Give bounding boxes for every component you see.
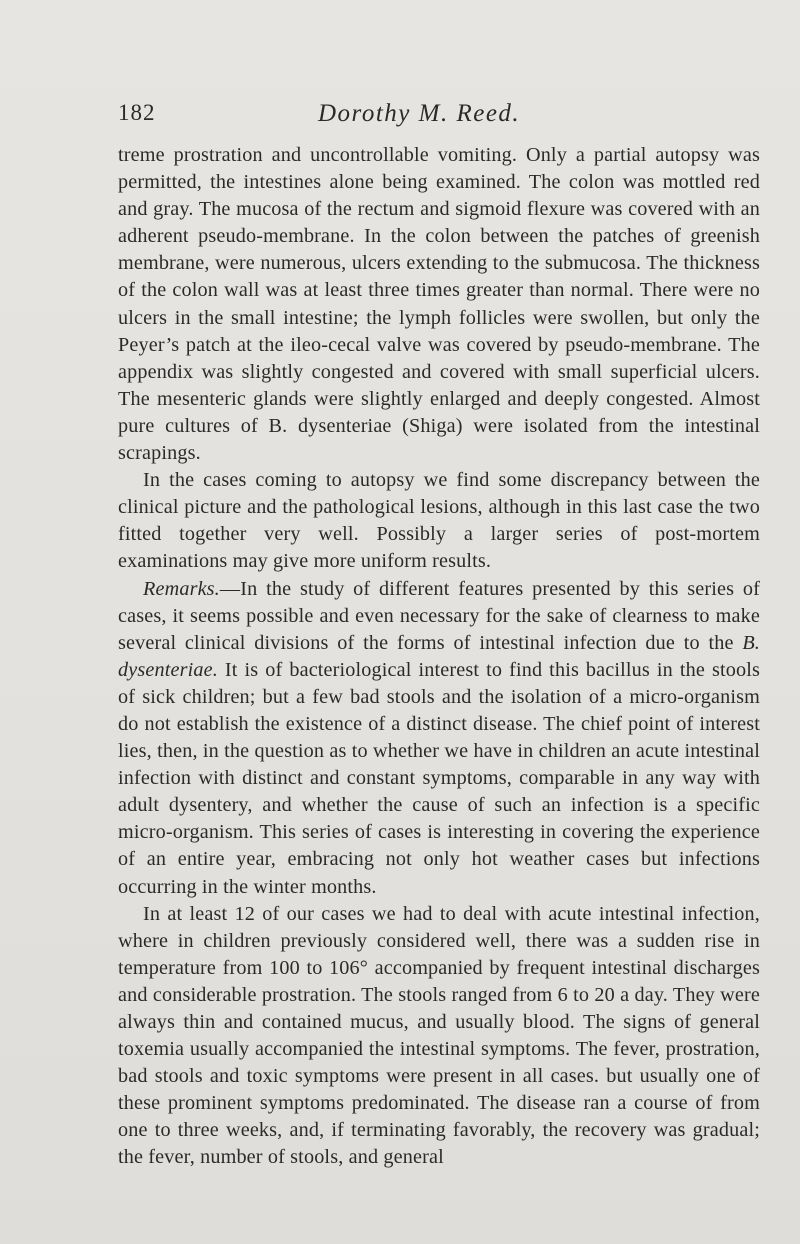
paragraph-autopsy-discrepancy: In the cases coming to autopsy we find some discrepancy between the clinical picture and the pathological lesions, although in this last case the two fitted together very well. Possibly a larger series of post-mortem examinations may give more uniform results. [118,469,760,573]
remarks-organism-name: B. dysenteriae. [118,631,760,681]
remarks-text-after: It is of bacteriological interest to find this bacillus in the stools of sick children; but a few bad stools and the isolation of a micro-organism do not establish the existence of a distinct disease. The chief point of interest lies, then, in the question as to whether we have in children an acute intestinal infection with distinct and constant symptoms, comparable in any way with adult dysentery, and whether the cause of such an infection is a specific micro-organism. This series of cases is interesting in covering the experience of an entire year, embracing not only hot weather cases but infections occurring in the winter months. [118,658,760,898]
running-title: Dorothy M. Reed. [318,100,521,127]
paragraph-autopsy-findings: treme prostration and uncontrollable vomiting. Only a partial autopsy was permitted, the intestines alone being examined. The colon was mottled red and gray. The mucosa of the rectum and sigmoid flexure was covered with an adherent pseudo-membrane. In the colon between the patches of greenish membrane, were numerous, ulcers extending to the submucosa. The thickness of the colon wall was at least three times greater than normal. There were no ulcers in the small intestine; the lymph follicles were swollen, but only the Peyer’s patch at the ileo-cecal valve was covered by pseudo-membrane. The appendix was slightly congested and covered with small superficial ulcers. The mesenteric glands were slightly enlarged and deeply congested. Almost pure cultures of B. dysenteriae (Shiga) were isolated from the intestinal scrapings. [118,144,760,465]
paragraph-acute-infection: In at least 12 of our cases we had to deal with acute intestinal infection, where in children previously considered well, there was a sudden rise in temperature from 100 to 106° accompanied by frequent intestinal discharges and considerable prostration. The stools ranged from 6 to 20 a day. They were always thin and contained mucus, and usually blood. The signs of general toxemia usually accompanied the intestinal symptoms. The fever, prostration, bad stools and toxic symptoms were present in all cases. but usually one of these prominent symptoms predominated. The disease ran a course of from one to three weeks, and, if terminating favorably, the recovery was gradual; the fever, number of stools, and general [118,902,760,1169]
running-head [118,100,760,138]
page-number: 182 [118,100,156,125]
paragraph-remarks [118,576,760,901]
body-text [118,142,760,1172]
remarks-heading: Remarks. [143,577,220,600]
remarks-text-before: —In the study of different features presented by this series of cases, it seems possible and even necessary for the sake of clearness to make several clinical divisions of the forms of intestinal infection due to the [118,577,760,654]
